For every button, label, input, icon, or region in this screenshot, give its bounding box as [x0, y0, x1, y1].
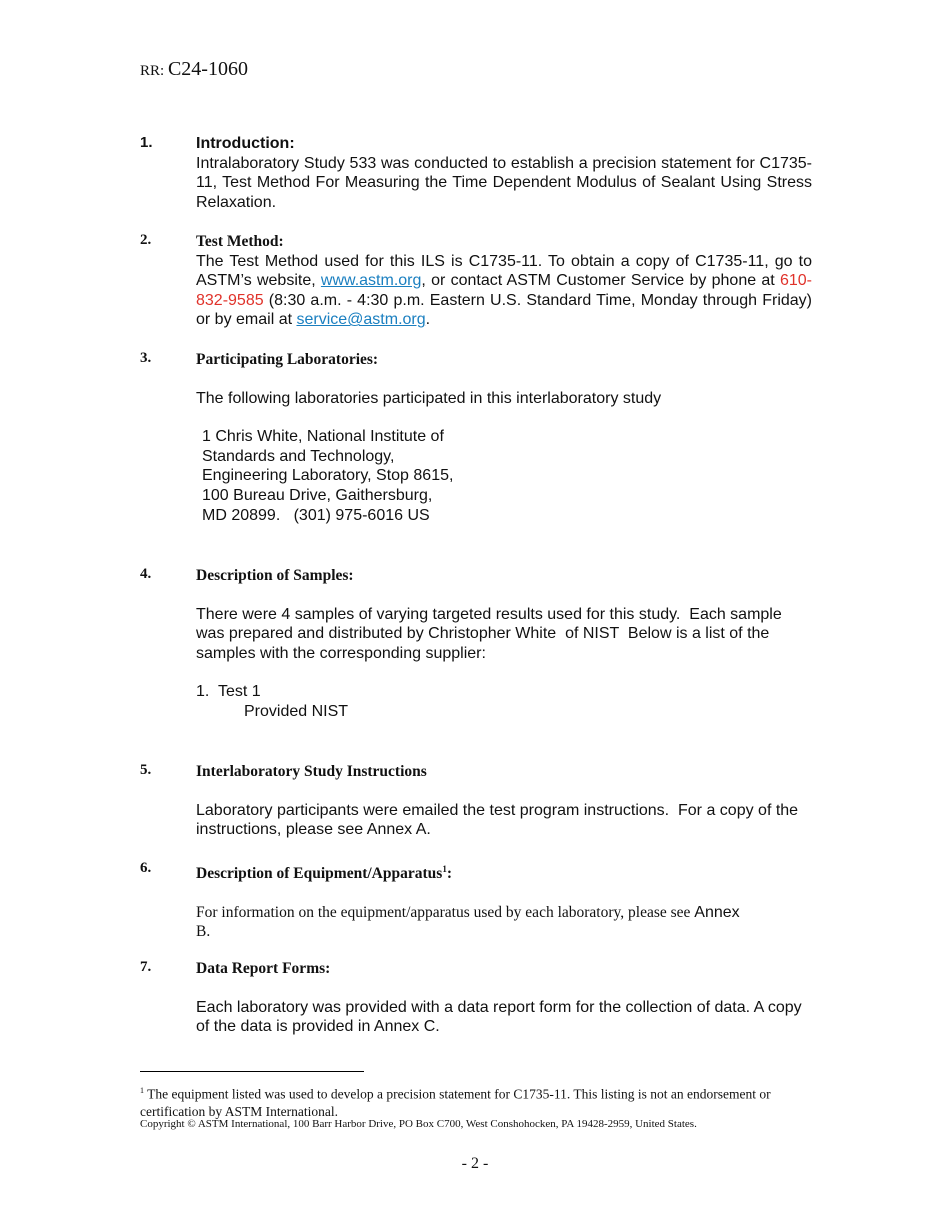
footnote-ref: 1 [442, 864, 447, 874]
section-number: 7. [140, 959, 152, 975]
sample-label: 1. Test 1 [196, 683, 261, 701]
section-number: 1. [140, 134, 153, 151]
section-data-report-forms [140, 959, 812, 1037]
copyright-notice: Copyright © ASTM International, 100 Barr Harbor Drive, PO Box C700, West Conshohocken, PA 19428-2959, United States. [140, 1118, 697, 1130]
lab-line: Standards and Technology, [202, 447, 395, 465]
website-link[interactable]: www.astm.org [320, 272, 422, 290]
section-test-method [140, 232, 812, 330]
lab-line: MD 20899. (301) 975-6016 US [202, 506, 430, 524]
section-number: 6. [140, 860, 152, 876]
section-number: 5. [140, 762, 152, 778]
lab-line: 1 Chris White, National Institute of [202, 428, 444, 446]
section-title: Interlaboratory Study Instructions [196, 763, 427, 780]
page-number: - 2 - [461, 1155, 489, 1172]
header-prefix: RR: [140, 63, 165, 79]
section-text: Each laboratory was provided with a data report form for the collection of data. A copy of the data is provided in Annex C. [196, 998, 802, 1036]
section-title: Description of Samples: [196, 567, 354, 584]
section-text: Intralaboratory Study 533 was conducted to establish a precision statement for C1735-11, Test Method For Measuring the Time Dependent Modulus of Sealant Using Stress Relaxation. [196, 154, 812, 211]
email-link[interactable]: service@astm.org [296, 311, 426, 329]
section-number: 4. [140, 566, 152, 582]
section-text: The Test Method used for this ILS is C1735-11. To obtain a copy of C1735-11, go to ASTM’s website, www.astm.org, or contact ASTM Customer Service by phone at 610-832-9585 (8:30 a.m. - 4:30 p.m. Eastern U.S. Standard Time, Monday through Friday) or by email at service@astm.org. [196, 252, 812, 329]
section-ils-instructions [140, 762, 812, 840]
report-header [140, 58, 248, 81]
section-samples [140, 566, 812, 722]
sample-supplier: Provided NIST [244, 702, 349, 720]
section-title: Description of Equipment/Apparatus$^1$: [196, 864, 452, 883]
section-introduction [140, 134, 812, 212]
section-number: 3. [140, 350, 152, 366]
phone-number: 610-832-9585 [196, 272, 812, 309]
footnote-mark: 1 [140, 1086, 144, 1095]
lab-line: Engineering Laboratory, Stop 8615, [202, 467, 454, 485]
section-title: Data Report Forms: [196, 960, 331, 977]
section-title: Introduction: [196, 135, 295, 152]
section-text: There were 4 samples of varying targeted results used for this study. Each sample was prepared and distributed by Christopher White of NIST Below is a list of the samples with the corresponding supplier: [196, 605, 787, 662]
footnote: $^1$ The equipment listed was used to develop a precision statement for C1735-11. This listing is not an endorsement or certification by ASTM International. [140, 1086, 771, 1119]
lab-address [196, 427, 812, 525]
lab-line: 100 Bureau Drive, Gaithersburg, [202, 486, 433, 504]
section-title: Test Method: [196, 233, 284, 250]
section-number: 2. [140, 232, 152, 248]
footnote-divider [140, 1071, 364, 1072]
section-text: Laboratory participants were emailed the test program instructions. For a copy of the instructions, please see Annex A. [196, 801, 803, 839]
section-participating-labs [140, 350, 812, 525]
section-text: For information on the equipment/apparatus used by each laboratory, please see Annex B. [196, 903, 740, 941]
section-intro: The following laboratories participated in this interlaboratory study [196, 389, 662, 407]
section-equipment [140, 860, 812, 942]
section-title: Participating Laboratories: [196, 351, 379, 368]
report-code: C24-1060 [167, 58, 248, 80]
